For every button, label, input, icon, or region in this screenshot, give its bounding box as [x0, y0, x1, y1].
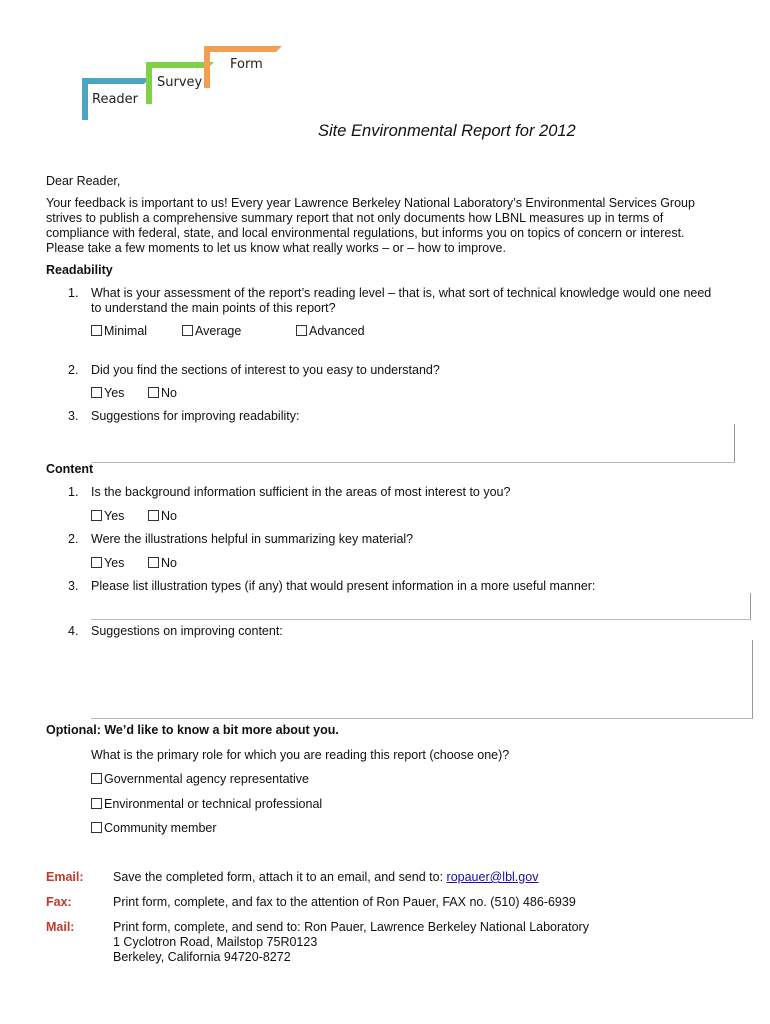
checkbox-advanced[interactable]: Advanced	[296, 324, 365, 338]
readability-q3-text: Suggestions for improving readability:	[91, 409, 300, 423]
checkbox-environmental[interactable]: Environmental or technical professional	[91, 797, 322, 811]
checkbox-average[interactable]: Average	[182, 324, 241, 338]
mail-label: Mail:	[46, 920, 75, 934]
readability-heading: Readability	[46, 263, 113, 277]
content-q3-text: Please list illustration types (if any) that would present information in a more useful manner:	[91, 579, 596, 593]
illustration-types-field[interactable]	[91, 593, 751, 620]
question-number: 3.	[68, 409, 79, 423]
optional-heading: Optional: We’d like to know a bit more about you.	[46, 723, 339, 737]
checkbox-no[interactable]: No	[148, 556, 177, 570]
checkbox-yes[interactable]: Yes	[91, 509, 124, 523]
content-q2-text: Were the illustrations helpful in summarizing key material?	[91, 532, 414, 546]
email-instructions: Save the completed form, attach it to an email, and send to: ropauer@lbl.gov	[113, 870, 539, 884]
logo-survey-label: Survey	[157, 75, 203, 90]
checkbox-no[interactable]: No	[148, 386, 177, 400]
intro-paragraph: Your feedback is important to us! Every year Lawrence Berkeley National Laboratory’s Environmental Services Group strives to publish a comprehensive summary report that not only documents how LBNL measures up in terms of compliance with federal, state, and local environmental regulations, but informs you on topics of concern or interest. Please take a few moments to let us know what really works – or – how to improve.	[46, 196, 695, 255]
question-number: 1.	[68, 286, 79, 300]
content-q4-text: Suggestions on improving content:	[91, 624, 283, 638]
question-number: 3.	[68, 579, 79, 593]
question-number: 2.	[68, 532, 79, 546]
question-number: 4.	[68, 624, 79, 638]
checkbox-yes[interactable]: Yes	[91, 386, 124, 400]
question-number: 2.	[68, 363, 79, 377]
content-suggestions-field[interactable]	[91, 640, 753, 719]
checkbox-governmental[interactable]: Governmental agency representative	[91, 772, 309, 786]
readability-q2-text: Did you find the sections of interest to you easy to understand?	[91, 363, 440, 377]
checkbox-no[interactable]: No	[148, 509, 177, 523]
greeting: Dear Reader,	[46, 174, 121, 188]
logo-form-label: Form	[230, 57, 263, 72]
mail-instructions: Print form, complete, and send to: Ron Pauer, Lawrence Berkeley National Laboratory 1 Cyclotron Road, Mailstop 75R0123 Berkeley, California 94720-8272	[113, 920, 589, 964]
readability-suggestions-field[interactable]	[91, 424, 735, 463]
checkbox-minimal[interactable]: Minimal	[91, 324, 147, 338]
checkbox-community[interactable]: Community member	[91, 821, 217, 835]
content-heading: Content	[46, 462, 94, 476]
fax-instructions: Print form, complete, and fax to the attention of Ron Pauer, FAX no. (510) 486-6939	[113, 895, 576, 909]
role-question: What is the primary role for which you are reading this report (choose one)?	[91, 748, 510, 762]
fax-label: Fax:	[46, 895, 72, 909]
page-title: Site Environmental Report for 2012	[318, 122, 576, 140]
content-q1-text: Is the background information sufficient in the areas of most interest to you?	[91, 485, 511, 499]
email-link[interactable]: ropauer@lbl.gov	[446, 870, 539, 884]
checkbox-yes[interactable]: Yes	[91, 556, 124, 570]
logo-reader-label: Reader	[92, 92, 139, 107]
readability-q1-text: What is your assessment of the report’s reading level – that is, what sort of technical knowledge would one need to understand the main points of this report?	[91, 286, 712, 315]
question-number: 1.	[68, 485, 79, 499]
email-label: Email:	[46, 870, 84, 884]
